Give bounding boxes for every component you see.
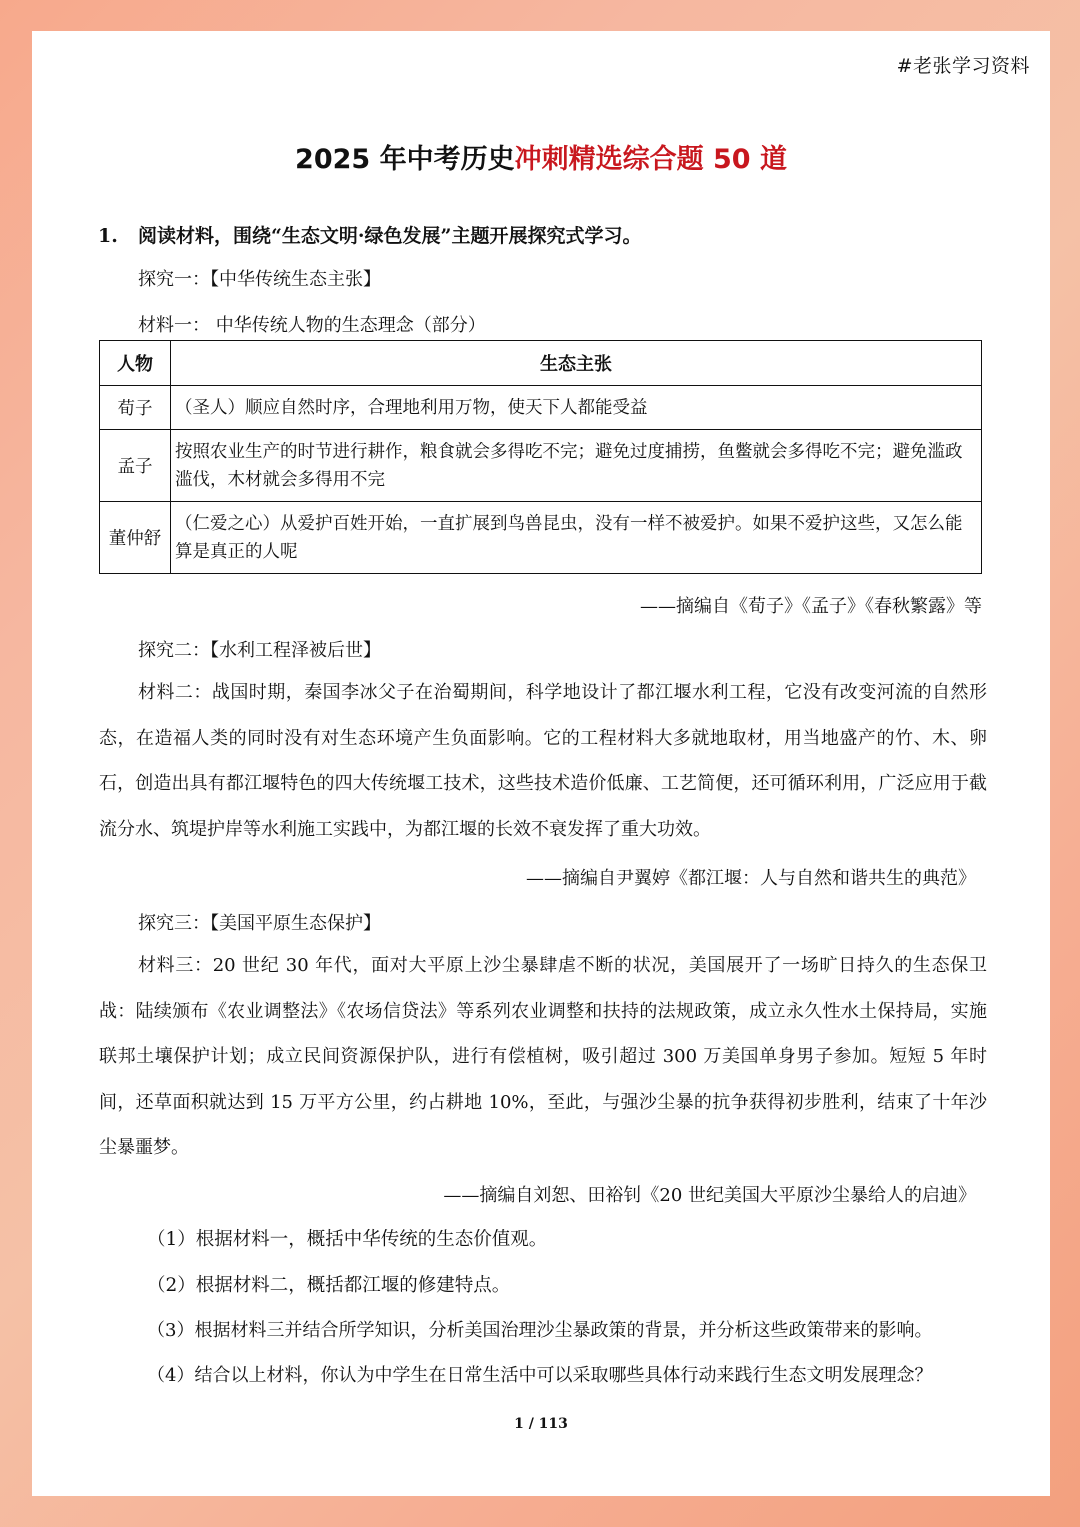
sub-question-2: （2）根据材料二，概括都江堰的修建特点。: [147, 1275, 511, 1296]
title-black: 2025 年中考历史: [295, 144, 515, 175]
source-note-3: ——摘编自刘恕、田裕钊《20 世纪美国大平原沙尘暴给人的启迪》: [443, 1185, 976, 1206]
ecology-table: [99, 340, 982, 574]
table-header-person: 人物: [100, 341, 171, 386]
table-row: [100, 430, 982, 502]
question-number: 1.: [98, 225, 118, 247]
table-row: [100, 502, 982, 574]
table-caption: 材料一： 中华传统人物的生态理念（部分）: [138, 315, 486, 336]
table-cell-idea: 按照农业生产的时节进行耕作，粮食就会多得吃不完；避免过度捕捞，鱼鳖就会多得吃不完；避免滥政滥伐，木材就会多得用不完: [171, 430, 982, 502]
table-cell-idea: （圣人）顺应自然时序，合理地利用万物，使天下人都能受益: [171, 386, 982, 430]
table-header-idea: 生态主张: [171, 341, 982, 386]
table-header-row: [100, 341, 982, 386]
source-note-2: ——摘编自尹翼婷《都江堰：人与自然和谐共生的典范》: [526, 868, 976, 889]
table-cell-idea: （仁爱之心）从爱护百姓开始，一直扩展到鸟兽昆虫，没有一样不被爱护。如果不爱护这些，又怎么能算是真正的人呢: [171, 502, 982, 574]
explore1-heading: 探究一：【中华传统生态主张】: [138, 269, 381, 290]
question-prompt: 阅读材料，围绕“生态文明·绿色发展”主题开展探究式学习。: [138, 225, 642, 247]
table-cell-person: 荀子: [100, 386, 171, 430]
table-cell-person: 董仲舒: [100, 502, 171, 574]
watermark-tag: #老张学习资料: [896, 55, 1030, 77]
sub-question-4: （4）结合以上材料，你认为中学生在日常生活中可以采取哪些具体行动来践行生态文明发展理念？: [147, 1365, 933, 1386]
page-number: 1 / 113: [514, 1416, 568, 1432]
material-2: 材料二：战国时期，秦国李冰父子在治蜀期间，科学地设计了都江堰水利工程，它没有改变河流的自然形态，在造福人类的同时没有对生态环境产生负面影响。它的工程材料大多就地取材，用当地盛产的竹、木、卵石，创造出具有都江堰特色的四大传统堰工技术，这些技术造价低廉、工艺简便，还可循环利用，广泛应用于截流分水、筑堤护岸等水利施工实践中，为都江堰的长效不衰发挥了重大功效。: [99, 682, 987, 840]
sub-question-1: （1）根据材料一，概括中华传统的生态价值观。: [147, 1229, 548, 1250]
title-red: 冲刺精选综合题 50 道: [514, 144, 787, 175]
explore2-heading: 探究二：【水利工程泽被后世】: [138, 640, 381, 661]
table-row: [100, 386, 982, 430]
source-note-1: ——摘编自《荀子》《孟子》《春秋繁露》等: [640, 596, 982, 617]
sub-question-3: （3）根据材料三并结合所学知识，分析美国治理沙尘暴政策的背景，并分析这些政策带来的影响。: [147, 1320, 933, 1341]
question-heading: [98, 221, 641, 248]
page-title: [32, 137, 1050, 176]
explore3-heading: 探究三：【美国平原生态保护】: [138, 913, 381, 934]
table-cell-person: 孟子: [100, 430, 171, 502]
material-3: 材料三：20 世纪 30 年代，面对大平原上沙尘暴肆虐不断的状况，美国展开了一场旷日持久的生态保卫战：陆续颁布《农业调整法》《农场信贷法》等系列农业调整和扶持的法规政策，成立永久性水土保持局，实施联邦土壤保护计划；成立民间资源保护队，进行有偿植树，吸引超过 300 万美国单身男子参加。短短 5 年时间，还草面积就达到 15 万平方公里，约占耕地 10%，至此，与强沙尘暴的抗争获得初步胜利，结束了十年沙尘暴噩梦。: [99, 955, 987, 1158]
document-page: [32, 31, 1050, 1496]
